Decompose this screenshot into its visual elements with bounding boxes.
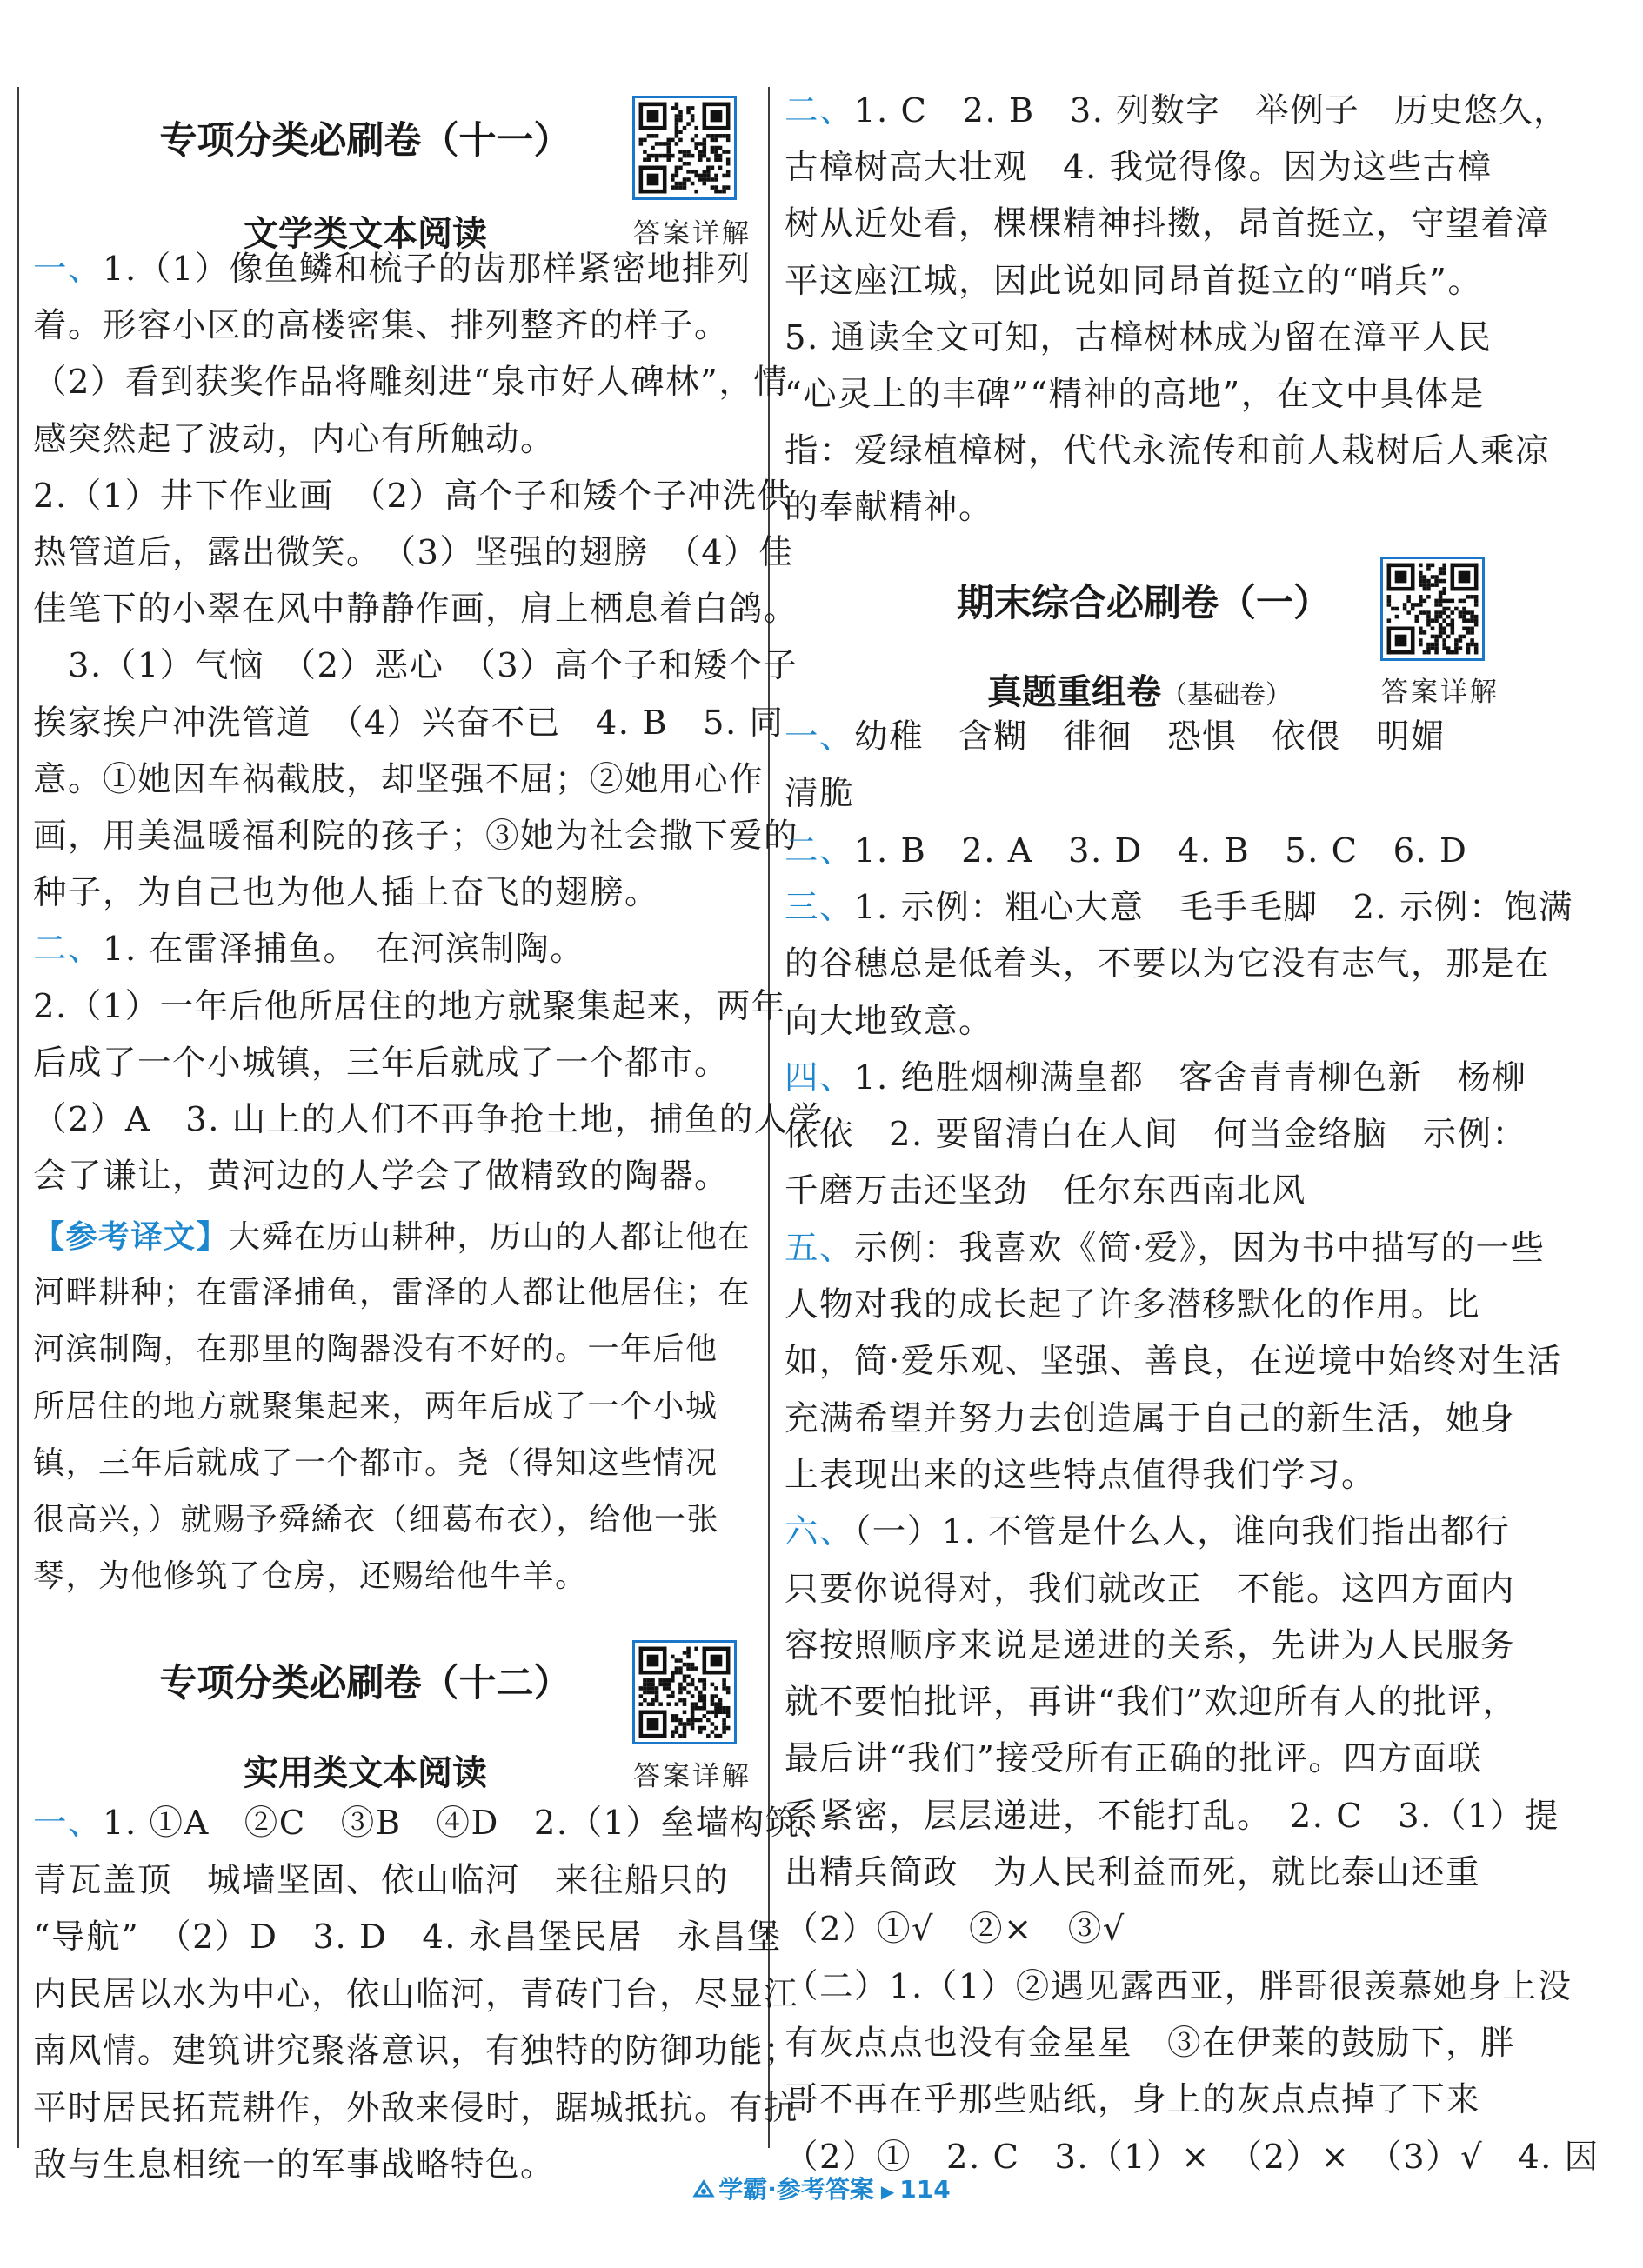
answer-text: 就不要怕批评，再讲“我们”欢迎所有人的批评， bbox=[785, 1683, 1518, 1723]
answer-text: 会了谦让，黄河边的人学会了做精致的陶器。 bbox=[33, 1157, 730, 1197]
answer-text: 幼稚 含糊 徘徊 恐惧 依偎 明媚 bbox=[854, 717, 1446, 757]
answer-text: 5. 通读全文可知，古樟树林成为留在漳平人民 bbox=[785, 317, 1493, 357]
answer-text: 1. ①A ②C ③B ④D 2.（1）垒墙构筑、 bbox=[103, 1804, 835, 1843]
answer-text: 出精兵简政 为人民利益而死，就比泰山还重 bbox=[785, 1853, 1481, 1892]
answer-text: （2）① 2. C 3.（1）× （2）× （3）√ 4. 因 bbox=[785, 2137, 1600, 2177]
answer-line bbox=[785, 879, 1573, 937]
answer-text: 种子，为自己也为他人插上奋飞的翅膀。 bbox=[33, 873, 660, 913]
translation-tag: 【参考译文】 bbox=[33, 1218, 230, 1255]
answer-line bbox=[33, 2023, 798, 2080]
qr-code-label: 答案详解 bbox=[633, 1761, 751, 1792]
answer-line bbox=[33, 864, 659, 922]
translation-text: 琴，为他修筑了仓房，还赐给他牛羊。 bbox=[33, 1558, 588, 1595]
question-number: 三、 bbox=[785, 887, 855, 927]
footer-brand: 学霸 bbox=[718, 2175, 768, 2204]
triangle-arrow-icon: ▶ bbox=[880, 2181, 895, 2202]
answer-text: 1. 绝胜烟柳满皇都 客舍青青柳色新 杨柳 bbox=[854, 1057, 1527, 1097]
answer-text: 人物对我的成长起了许多潜移默化的作用。比 bbox=[785, 1285, 1481, 1324]
page-footer bbox=[0, 2171, 1643, 2205]
answer-text: 1. 示例：粗心大意 毛手毛脚 2. 示例：饱满 bbox=[854, 887, 1573, 927]
answer-text: 千磨万击还坚劲 任尔东西南北风 bbox=[785, 1171, 1307, 1211]
question-number: 五、 bbox=[785, 1228, 855, 1268]
answer-text: 树从近处看，棵棵精神抖擞，昂首挺立，守望着漳 bbox=[785, 204, 1551, 244]
answer-line bbox=[785, 310, 1492, 367]
translation-line bbox=[33, 1491, 719, 1549]
answer-text: “心灵上的丰碑”“精神的高地”，在文中具体是 bbox=[785, 375, 1485, 414]
question-number: 六、 bbox=[785, 1512, 855, 1552]
answer-text: 画，用美温暖福利院的孩子；③她为社会撒下爱的 bbox=[33, 817, 799, 856]
answer-text: 2.（1）井下作业画 （2）高个子和矮个子冲洗供 bbox=[33, 476, 792, 516]
translation-text: 很高兴，）就赐予舜絺衣（细葛布衣），给他一张 bbox=[33, 1502, 720, 1538]
answer-text: 挨家挨户冲洗管道 （4）兴奋不已 4. B 5. 同 bbox=[33, 703, 785, 743]
answer-line bbox=[785, 196, 1550, 253]
answer-text: 2.（1）一年后他所居住的地方就聚集起来，两年 bbox=[33, 986, 786, 1026]
section-12-title: 专项分类必刷卷（十二） bbox=[159, 1662, 571, 1705]
answer-text: 内民居以水为中心，依山临河，青砖门台，尽显江 bbox=[33, 1974, 799, 2014]
brand-logo-icon bbox=[692, 2175, 715, 2204]
answer-line bbox=[785, 993, 993, 1051]
section-12-subtitle: 实用类文本阅读 bbox=[244, 1753, 487, 1793]
question-number: 一、 bbox=[33, 250, 104, 289]
answer-line bbox=[33, 1966, 798, 2024]
qr-code-icon[interactable] bbox=[632, 96, 737, 200]
question-number: 二、 bbox=[33, 930, 104, 970]
final-exam-subtitle-main: 真题重组卷 bbox=[987, 672, 1161, 712]
answer-line bbox=[33, 921, 584, 978]
answer-line bbox=[33, 978, 786, 1036]
answer-line bbox=[785, 936, 1550, 993]
answer-line bbox=[785, 1618, 1515, 1675]
answer-line bbox=[785, 1220, 1546, 1277]
answer-line bbox=[785, 139, 1492, 197]
section-11-subtitle: 文学类文本阅读 bbox=[244, 214, 487, 254]
answer-text: （2）A 3. 山上的人们不再争抢土地，捕鱼的人学 bbox=[33, 1100, 824, 1139]
qr-code-icon[interactable] bbox=[632, 1640, 737, 1744]
answer-text: 感突然起了波动，内心有所触动。 bbox=[33, 419, 556, 459]
answer-line bbox=[785, 765, 854, 823]
answer-line bbox=[33, 354, 788, 411]
answer-text: 1. B 2. A 3. D 4. B 5. C 6. D bbox=[854, 830, 1468, 871]
answer-line bbox=[785, 1391, 1515, 1448]
answer-line bbox=[33, 524, 793, 582]
answer-line bbox=[33, 695, 784, 752]
answer-line bbox=[33, 1795, 835, 1852]
answer-text: “导航” （2）D 3. D 4. 永昌堡民居 永昌堡 bbox=[33, 1918, 782, 1957]
translation-line bbox=[33, 1378, 718, 1436]
answer-text: 3.（1）气恼 （2）恶心 （3）高个子和矮个子 bbox=[33, 646, 798, 686]
answer-line bbox=[33, 751, 764, 809]
answer-line bbox=[785, 2071, 1480, 2129]
answer-line bbox=[33, 808, 798, 865]
answer-text: （2）看到获奖作品将雕刻进“泉市好人碑林”，情 bbox=[33, 363, 789, 403]
answer-line bbox=[785, 1447, 1376, 1504]
qr-code-label: 答案详解 bbox=[633, 218, 751, 250]
answer-line bbox=[785, 1731, 1482, 1788]
answer-line bbox=[33, 1148, 729, 1205]
answer-line bbox=[33, 468, 791, 525]
answer-line bbox=[785, 823, 1467, 880]
footer-label: 参考答案 bbox=[776, 2175, 874, 2204]
left-margin-rule bbox=[17, 87, 19, 2148]
final-exam-subtitle-note: （基础卷） bbox=[1161, 680, 1292, 710]
answer-text: 南风情。建筑讲究聚落意识，有独特的防御功能； bbox=[33, 2031, 799, 2071]
answer-text: 系紧密，层层递进，不能打乱。 2. C 3.（1）提 bbox=[785, 1796, 1560, 1836]
answer-line bbox=[785, 1958, 1573, 2016]
translation-text: 大舜在历山耕种，历山的人都让他在 bbox=[229, 1219, 751, 1255]
answer-text: 热管道后，露出微笑。 （3）坚强的翅膀 （4）佳 bbox=[33, 533, 794, 572]
answer-text: （2）①√ ②× ③√ bbox=[785, 1910, 1125, 1950]
answer-text: 1. C 2. B 3. 列数字 举例子 历史悠久， bbox=[854, 91, 1569, 130]
answer-line bbox=[785, 1561, 1515, 1618]
answer-line bbox=[785, 423, 1550, 480]
qr-code-icon[interactable] bbox=[1380, 557, 1485, 661]
page-number: 114 bbox=[899, 2175, 951, 2204]
answer-line bbox=[33, 2080, 798, 2138]
translation-line bbox=[33, 1264, 751, 1322]
answer-text: 充满希望并努力去创造属于自己的新生活，她身 bbox=[785, 1398, 1516, 1438]
answer-line bbox=[785, 1901, 1125, 1958]
answer-line bbox=[785, 2015, 1515, 2072]
answer-text: 上表现出来的这些特点值得我们学习。 bbox=[785, 1455, 1377, 1495]
translation-text: 所居住的地方就聚集起来，两年后成了一个小城 bbox=[33, 1388, 718, 1424]
translation-line bbox=[33, 1435, 718, 1492]
answer-text: 青瓦盖顶 城墙坚固、依山临河 来往船只的 bbox=[33, 1860, 730, 1900]
answer-line bbox=[785, 1504, 1510, 1561]
question-number: 一、 bbox=[785, 717, 855, 757]
footer-separator: · bbox=[767, 2175, 777, 2204]
answer-text: 佳笔下的小翠在风中静静作画，肩上栖息着白鸽。 bbox=[33, 590, 799, 630]
answer-text: 着。形容小区的高楼密集、排列整齐的样子。 bbox=[33, 306, 730, 346]
answer-text: （一）1. 不管是什么人，谁向我们指出都行 bbox=[854, 1512, 1511, 1552]
final-exam-subtitle bbox=[913, 664, 1366, 714]
answer-text: 意。①她因车祸截肢，却坚强不屈；②她用心作 bbox=[33, 759, 765, 799]
answer-text: 哥不再在乎那些贴纸，身上的灰点点掉了下来 bbox=[785, 2080, 1481, 2120]
answer-text: 示例：我喜欢《简·爱》，因为书中描写的一些 bbox=[854, 1228, 1546, 1268]
translation-text: 镇，三年后就成了一个都市。尧（得知这些情况 bbox=[33, 1444, 718, 1481]
answer-text: 后成了一个小城镇，三年后就成了一个都市。 bbox=[33, 1043, 730, 1083]
answer-line bbox=[785, 253, 1482, 310]
answer-text: 1. 在雷泽捕鱼。 在河滨制陶。 bbox=[103, 930, 585, 970]
translation-line bbox=[33, 1321, 718, 1378]
answer-line bbox=[785, 1333, 1562, 1391]
answer-line bbox=[785, 366, 1485, 424]
answer-text: 只要你说得对，我们就改正 不能。这四方面内 bbox=[785, 1569, 1516, 1609]
answer-line bbox=[785, 709, 1446, 766]
answer-line bbox=[33, 1035, 729, 1092]
question-number: 一、 bbox=[33, 1804, 104, 1843]
question-number: 二、 bbox=[785, 830, 855, 871]
answer-line bbox=[785, 479, 993, 537]
translation-text: 河畔耕种；在雷泽捕鱼，雷泽的人都让他居住；在 bbox=[33, 1275, 751, 1311]
answer-text: 清脆 bbox=[785, 774, 855, 814]
answer-line bbox=[785, 1844, 1480, 1902]
answer-text: 最后讲“我们”接受所有正确的批评。四方面联 bbox=[785, 1739, 1483, 1779]
answer-line bbox=[785, 1788, 1560, 1845]
answer-line bbox=[785, 1277, 1480, 1334]
answer-line bbox=[33, 637, 798, 695]
answer-text: 的谷穗总是低着头，不要以为它没有志气，那是在 bbox=[785, 944, 1551, 984]
answer-text: 向大地致意。 bbox=[785, 1001, 994, 1041]
answer-text: 平时居民拓荒耕作，外敌来侵时，踞城抵抗。有抗 bbox=[33, 2088, 799, 2128]
answer-line bbox=[785, 1674, 1517, 1731]
translation-line bbox=[33, 1548, 588, 1605]
qr-code-label: 答案详解 bbox=[1381, 677, 1499, 708]
answer-text: 1.（1）像鱼鳞和梳子的齿那样紧密地排列 bbox=[103, 250, 751, 289]
answer-line bbox=[785, 1050, 1527, 1107]
answer-line bbox=[33, 1909, 782, 1966]
final-exam-title: 期末综合必刷卷（一） bbox=[957, 582, 1331, 625]
answer-line bbox=[785, 1163, 1306, 1220]
section-11-title: 专项分类必刷卷（十一） bbox=[159, 119, 571, 163]
answer-line bbox=[33, 1091, 824, 1149]
answer-text: 的奉献精神。 bbox=[785, 488, 994, 528]
question-number: 四、 bbox=[785, 1057, 855, 1097]
answer-line bbox=[33, 297, 729, 355]
answer-line bbox=[785, 83, 1568, 140]
answer-line bbox=[33, 241, 751, 298]
translation-text: 河滨制陶，在那里的陶器没有不好的。一年后他 bbox=[33, 1331, 718, 1368]
answer-text: 古樟树高大壮观 4. 我觉得像。因为这些古樟 bbox=[785, 148, 1493, 188]
question-number: 二、 bbox=[785, 91, 855, 130]
answer-text: （二）1.（1）②遇见露西亚，胖哥很羡慕她身上没 bbox=[785, 1966, 1573, 2006]
answer-line bbox=[785, 1106, 1526, 1164]
translation-line bbox=[33, 1208, 751, 1266]
answer-line bbox=[33, 581, 798, 638]
answer-text: 依依 2. 要留清白在人间 何当金络脑 示例： bbox=[785, 1115, 1527, 1155]
answer-line bbox=[33, 411, 555, 469]
answer-text: 如，简·爱乐观、坚强、善良，在逆境中始终对生活 bbox=[785, 1342, 1562, 1382]
answer-text: 容按照顺序来说是递进的关系，先讲为人民服务 bbox=[785, 1625, 1516, 1665]
answer-text: 平这座江城，因此说如同昂首挺立的“哨兵”。 bbox=[785, 261, 1483, 301]
answer-text: 指：爱绿植樟树，代代永流传和前人栽树后人乘凉 bbox=[785, 431, 1551, 471]
answer-line bbox=[33, 1852, 729, 1910]
answer-text: 有灰点点也没有金星星 ③在伊莱的鼓励下，胖 bbox=[785, 2023, 1516, 2063]
answer-text: 敌与生息相统一的军事战略特色。 bbox=[33, 2145, 556, 2185]
